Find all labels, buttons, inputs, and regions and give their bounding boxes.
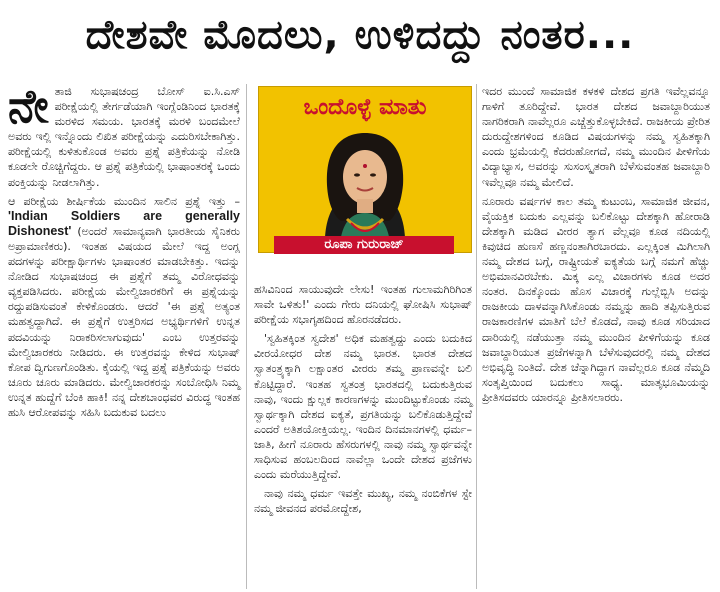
column-title: ಒಂದೊಳ್ಳೆ ಮಾತು [303,94,427,120]
paragraph [8,194,240,420]
paragraph: ನೂರಾರು ವರ್ಷಗಳ ಕಾಲ ತಮ್ಮ ಕುಟುಂಬ, ಸಾಮಾಜಿಕ ಜೀವನ, ವೈಯಕ್ತಿಕ ಬದುಕು ಎಲ್ಲವನ್ನು ಬಲಿಕೊಟ್ಟು ದೇಶಕ್ಕಾಗಿ ಹೋರಾಡಿ ದೇಶಕ್ಕಾಗಿ ಮಡಿದ ವೀರರ ತ್ಯಾಗ ವೆಲ್ಲವೂ ಕೂಡ ನದಿಯಲ್ಲಿ ಕಿವುಚಿದ ಹುಣಸೆ ಹಣ್ಣನಂತಾಗಿರಬಾರದು. ಎಲ್ಲಕ್ಕಿಂತ ಮಿಗಿಲಾಗಿ ನಮ್ಮ ದೇಶದ ಬಗ್ಗೆ, ರಾಷ್ಟ್ರೀಯತೆ ಐಕ್ಯತೆಯ ಬಗ್ಗೆ ನಮಗೆ ಹೆಚ್ಚು ಅಭಿಮಾನವಿರಬೇಕು. ಮಿಕ್ಕ ಎಲ್ಲ ವಿಚಾರಗಳು ಕೂಡ ಅದರ ನಂತರ. ದಿನಕ್ಕೊಂದು ಹೊಸ ವಿಚಾರಕ್ಕೆ ಗುಲ್ಲೆಬ್ಬಿಸಿ ಅದನ್ನು ರಾಜಕೀಯ ದಾಳವನ್ನಾಗಿಸಿಕೊಂಡು ನಮ್ಮನ್ನು ಹಾದಿ ತಪ್ಪಿಸುತ್ತಿರುವ ರಾಜಕಾರಣಿಗಳ ಮಾತಿಗೆ ಬೆಲೆ ಕೊಡದೆ, ನಾವು ಕೂಡ ಸರಿಯಾದ ದಾರಿಯಲ್ಲಿ ನಡೆಯುತ್ತಾ ನಮ್ಮ ಮುಂದಿನ ಪೀಳಿಗೆಯನ್ನು ಕೂಡ ಜವಾಬ್ದಾರಿಯುತ ಪ್ರಜೆಗಳನ್ನಾಗಿ ಬೆಳೆಸುವುದರಲ್ಲಿ ನಮ್ಮ ದೇಶದ ಅಭಿವೃದ್ಧಿ ನಿಂತಿದೆ. ದೇಶ ಚೆನ್ನಾಗಿದ್ದಾಗ ನಾವೆಲ್ಲರೂ ಕೂಡ ನೆಮ್ಮದಿ ಸಂತೃಪ್ತಿಯಿಂದ ಬದುಕಲು ಸಾಧ್ಯ. ಮಾತೃಭೂಮಿಯನ್ನು ಪ್ರೀತಿಸದವರು ಯಾರನ್ನೂ ಪ್ರೀತಿಸಲಾರರು. [482,194,710,404]
paragraph-text: ಆ ಪರೀಕ್ಷೆಯ ಶೀರ್ಷಿಕೆಯ ಮುಂದಿನ ಸಾಲಿನ ಪ್ರಶ್ನೆ ಇತ್ತು – [8,194,240,208]
paragraph-text: ತಾಜಿ ಸುಭಾಷಚಂದ್ರ ಬೋಸ್ ಐ.ಸಿ.ಎಸ್ ಪರೀಕ್ಷೆಯಲ್ಲಿ ತೇರ್ಗಡೆಯಾಗಿ ಇಂಗ್ಲೆಂಡಿನಿಂದ ಭಾರತಕ್ಕೆ ಮರಳಿದ ಸಮಯ. ಭಾರತಕ್ಕೆ ಮರಳಿ ಬಂದಮೇಲೆ ಅವರು ಇಲ್ಲಿ ಇನ್ನೊಂದು ಲಿಖಿತ ಪರೀಕ್ಷೆಯನ್ನು ಎದುರಿಸಬೇಕಾಗಿತ್ತು. ಪರೀಕ್ಷೆಯಲ್ಲಿ ಕುಳಿತುಕೊಂಡ ಅವರು ಪ್ರಶ್ನೆ ಪತ್ರಿಕೆಯನ್ನು ನೋಡಿ ಕೂಡಲೇ ರೊಚ್ಚಿಗೆದ್ದರು. ಆ ಪ್ರಶ್ನೆ ಪತ್ರಿಕೆಯಲ್ಲಿ ಭಾಷಾಂತರಕ್ಕೆ ಒಂದು ಪಂಕ್ತಿಯನ್ನು ನೀಡಲಾಗಿತ್ತು. [8,85,240,189]
english-quote: 'Indian Soldiers are generally Dishonest' [8,208,240,238]
paragraph: ಇದರ ಮುಂದೆ ಸಾಮಾಜಿಕ ಕಳಕಳಿ ದೇಶದ ಪ್ರಗತಿ ಇವೆಲ್ಲವನ್ನೂ ಗಾಳಿಗೆ ತೂರಿದ್ದೇವೆ. ಭಾರತ ದೇಶದ ಜವಾಬ್ದಾರಿಯುತ ನಾಗರಿಕರಾಗಿ ನಾವೆಲ್ಲರೂ ಎಚ್ಚೆತ್ತುಕೊಳ್ಳಬೇಕಿದೆ. ರಾಜಕೀಯ ಪ್ರೇರಿತ ದುರುದ್ದೇಶಗಳಿಂದ ಕೂಡಿದ ವಿಷಯಗಳನ್ನು ನಮ್ಮ ಸ್ವಹಿತಕ್ಕಾಗಿ ಎಂದು ಭ್ರಮೆಯಲ್ಲಿ ಕೆದರುಹೋಗದೆ, ನಮ್ಮ ಮುಂದಿನ ಪೀಳಿಗೆಯ ವಿದ್ಯಾಭ್ಯಾಸ, ಅವರನ್ನು ಸುಸಂಸ್ಕೃತರಾಗಿ ಬೆಳೆಸುವಂತಹ ಜವಾಬ್ದಾರಿ ಇವೆಲ್ಲವೂ ನಮ್ಮ ಮೇಲಿದೆ. [482,85,710,189]
paragraph: 'ಸ್ವಹಿತಕ್ಕಿಂತ ಸ್ವದೇಶ' ಅಧಿಕ ಮಹತ್ವದ್ದು ಎಂದು ಬದುಕಿದ ವೀರಯೋಧರ ದೇಶ ನಮ್ಮ ಭಾರತ. ಭಾರತ ದೇಶದ ಸ್ವಾತಂತ್ರ್ಯಕ್ಕಾಗಿ ಲಕ್ಷಾಂತರ ವೀರರು ತಮ್ಮ ಪ್ರಾಣವನ್ನೇ ಬಲಿ ಕೊಟ್ಟಿದ್ದಾರೆ. ಇಂತಹ ಸ್ವತಂತ್ರ ಭಾರತದಲ್ಲಿ ಬದುಕುತ್ತಿರುವ ನಾವು, ಇಂದು ಕ್ಷುಲ್ಲಕ ಕಾರಣಗಳನ್ನು ಮುಂದಿಟ್ಟುಕೊಂಡು ನಮ್ಮ ಸ್ವಾರ್ಥಕ್ಕಾಗಿ ದೇಶದ ಐಕ್ಯತೆ, ಪ್ರಗತಿಯನ್ನು ಬಲಿಕೊಡುತ್ತಿದ್ದೇವೆ ಎಂದರೆ ಅತಿಶಯೋಕ್ತಿಯಲ್ಲ. ಇಂದಿನ ದಿನಮಾನಗಳಲ್ಲಿ ಧರ್ಮ–ಜಾತಿ, ಹೀಗೆ ನೂರಾರು ಹೆಸರುಗಳಲ್ಲಿ ನಾವು ನಮ್ಮ ಸ್ವಾರ್ಥವನ್ನೇ ಸಾಧಿಸುವ ಹಂಬಲದಿಂದ ನಾವೆಲ್ಲಾ ಒಂದೇ ದೇಶದ ಪ್ರಜೆಗಳು ಎಂದು ಮರೆಯುತ್ತಿದ್ದೇವೆ. [254,332,472,482]
column-divider [246,84,247,589]
author-byline: ರೂಪಾ ಗುರುರಾಜ್ [274,236,454,254]
column-divider [476,84,477,589]
feature-box [258,86,472,253]
article-column-3 [482,84,710,409]
drop-cap: ನೇ [8,79,49,133]
paragraph: ನಾವು ನಮ್ಮ ಧರ್ಮ ಇವತ್ತೇ ಮುಖ್ಯ, ನಮ್ಮ ನಂಬಿಕೆಗಳ ಸ್ಟೇ ನಮ್ಮ ಜೀವನದ ಪರಮೋದ್ದೇಶ, [254,487,472,516]
article-column-1 [8,79,241,424]
paragraph: ಹಸಿವಿನಿಂದ ಸಾಯುವುದೇ ಲೇಸು! ಇಂತಹ ಗುಲಾಮಗಿರಿಗಿಂತ ಸಾವೇ ಒಳಿತು!' ಎಂದು ಗೇರು ದನಿಯಲ್ಲಿ ಘೋಷಿಸಿ ಸುಭಾಷ್ ಪರೀಕ್ಷೆಯ ಸಭಾಗೃಹದಿಂದ ಹೊರನಡೆದರು. [254,283,472,327]
paragraph [8,79,240,190]
headline: ದೇಶವೇ ಮೊದಲು, ಉಳಿದದ್ದು ನಂತರ... [85,12,635,58]
article-column-2 [254,282,472,520]
author-photo [297,125,433,251]
paragraph-text: (ಅಂದರೆ ಸಾಮಾನ್ಯವಾಗಿ ಭಾರತೀಯ ಸೈನಿಕರು ಅಪ್ರಾಮಾಣಿಕರು). ಇಂತಹ ವಿಷಯದ ಮೇಲೆ ಇದ್ದ ಅಂಗ್ಲ ಪದಗಳನ್ನು ಪರೀಕ್ಷಾರ್ಥಿಗಳು ಭಾಷಾಂತರ ಮಾಡಬೇಕಿತ್ತು. ಇದನ್ನು ನೋಡಿದ ಸುಭಾಷಚಂದ್ರ ಈ ಪ್ರಶ್ನೆಗೆ ತಮ್ಮ ವಿರೋಧವನ್ನು ವ್ಯಕ್ತಪಡಿಸಿದರು. ಪರೀಕ್ಷೆಯ ಮೇಲ್ವಿಚಾರಕರಿಗೆ ಈ ಪ್ರಶ್ನೆಯನ್ನು ರದ್ದುಪಡಿಸುವಂತೆ ಕೇಳಿಕೊಂಡರು. ಆದರೆ 'ಈ ಪ್ರಶ್ನೆ ಅತ್ಯಂತ ಮಹತ್ವದ್ದಾಗಿದೆ. ಈ ಪ್ರಶ್ನೆಗೆ ಉತ್ತರಿಸದ ಅಭ್ಯರ್ಥಿಗಳಿಗೆ ಉನ್ನತ ಪದವಿಯನ್ನು ನಿರಾಕರಿಸಲಾಗುವುದು' ಎಂಬ ಉತ್ತರವನ್ನು ಮೇಲ್ವಿಚಾರಕರು ನೀಡಿದರು. ಈ ಉತ್ತರವನ್ನು ಕೇಳಿದ ಸುಭಾಷ್ ಕೋಪ ದ್ವಿಗುಣಗೊಂಡಿತು. ಕೈಯಲ್ಲಿ ಇದ್ದ ಪ್ರಶ್ನೆ ಪತ್ರಿಕೆಯನ್ನು ಅವರು ಚೂರು ಚೂರು ಮಾಡಿದರು. ಮೇಲ್ವಿಚಾರಕರನ್ನು ಸಂಬೋಧಿಸಿ ನಿಮ್ಮ ಉನ್ನತ ಹುದ್ದೆಗೆ ಬೆಂಕಿ ಹಾಕಿ! ನನ್ನ ದೇಶಬಾಂಧವರ ವಿರುದ್ಧ ಇಂತಹ ಹುಸಿ ಆರೋಪವನ್ನು ಸಹಿಸಿ ಬದುಕುವ ಬದಲು [8,224,241,419]
